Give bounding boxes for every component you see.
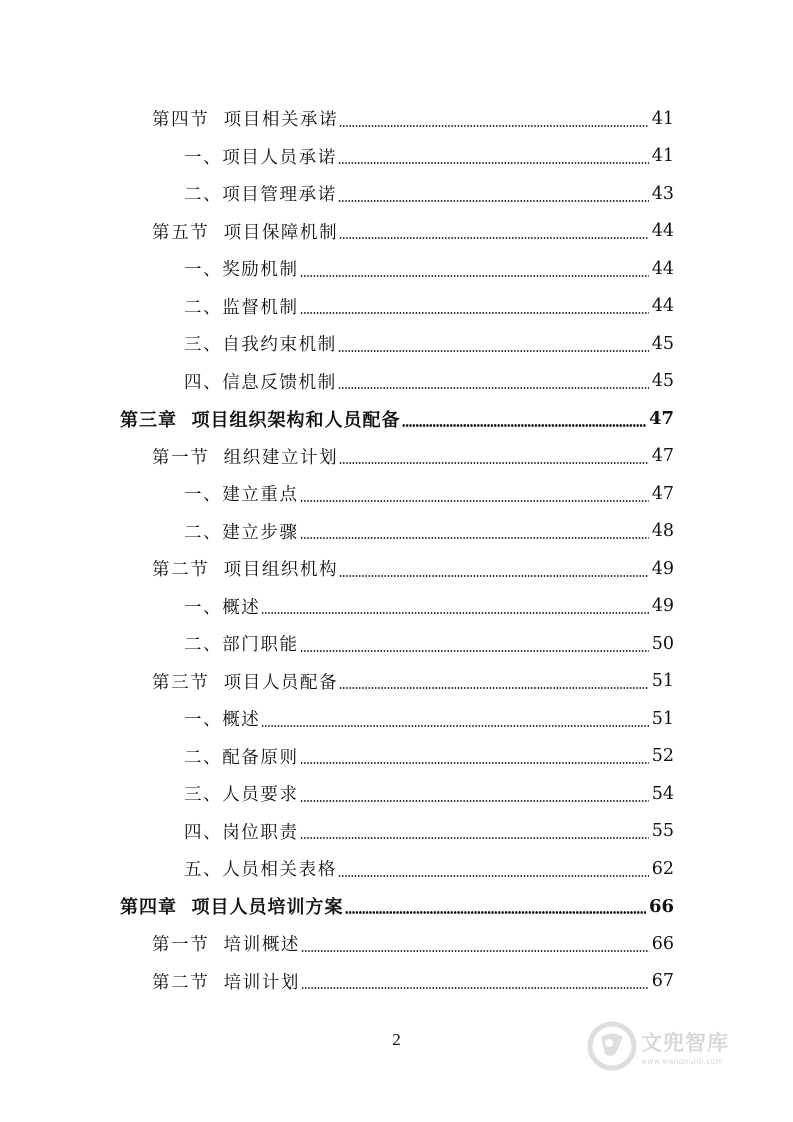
- toc-entry[interactable]: [0, 363, 793, 401]
- toc-entry-page: 48: [651, 521, 674, 542]
- toc-entry[interactable]: [0, 738, 793, 776]
- toc-dot-leader: [338, 200, 649, 202]
- toc-dot-leader: [300, 500, 649, 502]
- toc-entry-page: 62: [651, 858, 674, 879]
- toc-dot-leader: [339, 237, 648, 239]
- toc-entry-page: 50: [651, 633, 674, 654]
- toc-entry[interactable]: [0, 438, 793, 476]
- toc-entry[interactable]: [0, 250, 793, 288]
- toc-entry[interactable]: [0, 550, 793, 588]
- toc-dot-leader: [300, 275, 649, 277]
- toc-entry-page: 41: [651, 108, 674, 129]
- toc-entry-title: 一、项目人员承诺: [184, 147, 337, 168]
- toc-entry-page: 49: [651, 596, 674, 617]
- toc-entry-page: 66: [651, 933, 674, 954]
- toc-entry[interactable]: [0, 888, 793, 926]
- toc-dot-leader: [300, 762, 649, 764]
- toc-entry-title: 第一节 组织建立计划: [152, 447, 339, 468]
- toc-entry[interactable]: [0, 213, 793, 251]
- toc-entry-title: 二、监督机制: [184, 297, 299, 318]
- toc-entry-title: 四、岗位职责: [184, 822, 299, 843]
- toc-dot-leader: [338, 350, 649, 352]
- toc-dot-leader: [345, 911, 646, 914]
- toc-entry-title: 第三章 项目组织架构和人员配备: [120, 409, 401, 431]
- toc-entry-page: 45: [651, 371, 674, 392]
- toc-entry[interactable]: [0, 625, 793, 663]
- toc-entry-title: 第四节 项目相关承诺: [152, 110, 339, 131]
- toc-entry-title: 第四章 项目人员培训方案: [120, 897, 344, 919]
- toc-dot-leader: [339, 575, 648, 577]
- toc-entry-page: 55: [651, 821, 674, 842]
- toc-dot-leader: [339, 462, 648, 464]
- toc-dot-leader: [301, 987, 649, 989]
- toc-entry[interactable]: [0, 100, 793, 138]
- toc-dot-leader: [300, 312, 649, 314]
- toc-entry-page: 51: [651, 671, 674, 692]
- toc-entry-title: 三、人员要求: [184, 785, 299, 806]
- toc-entry-page: 67: [651, 971, 674, 992]
- toc-entry-title: 一、概述: [184, 710, 261, 731]
- toc-dot-leader: [338, 387, 649, 389]
- toc-entry-page: 45: [651, 333, 674, 354]
- toc-entry-title: 二、配备原则: [184, 747, 299, 768]
- toc-dot-leader: [300, 800, 649, 802]
- toc-entry-title: 二、部门职能: [184, 635, 299, 656]
- toc-entry-title: 第五节 项目保障机制: [152, 222, 339, 243]
- toc-entry-page: 44: [651, 258, 674, 279]
- toc-entry[interactable]: [0, 325, 793, 363]
- toc-dot-leader: [402, 424, 646, 427]
- watermark-title: 文兜智库: [641, 1030, 729, 1055]
- toc-entry-page: 52: [651, 746, 674, 767]
- toc-entry[interactable]: [0, 813, 793, 851]
- toc-entry-page: 66: [648, 895, 674, 917]
- toc-entry[interactable]: [0, 963, 793, 1001]
- toc-dot-leader: [300, 837, 649, 839]
- toc-entry[interactable]: [0, 775, 793, 813]
- toc-entry[interactable]: [0, 475, 793, 513]
- toc-entry[interactable]: [0, 850, 793, 888]
- toc-entry-page: 41: [651, 146, 674, 167]
- toc-entry-title: 二、建立步骤: [184, 522, 299, 543]
- page-number: 2: [392, 1030, 401, 1049]
- toc-entry-title: 五、人员相关表格: [184, 860, 337, 881]
- toc-entry-title: 一、奖励机制: [184, 260, 299, 281]
- toc-entry[interactable]: [0, 513, 793, 551]
- toc-entry[interactable]: [0, 663, 793, 701]
- watermark-url: www.wendoulib.com: [641, 1056, 724, 1066]
- toc-entry-title: 一、概述: [184, 597, 261, 618]
- watermark: [587, 1018, 767, 1074]
- toc-entry-title: 三、自我约束机制: [184, 335, 337, 356]
- toc-entry-page: 44: [651, 221, 674, 242]
- toc-entry-page: 43: [651, 183, 674, 204]
- toc-entry-page: 51: [651, 708, 674, 729]
- toc-entry[interactable]: [0, 138, 793, 176]
- toc-entry[interactable]: [0, 925, 793, 963]
- toc-dot-leader: [339, 687, 648, 689]
- toc-entry-title: 第三节 项目人员配备: [152, 672, 339, 693]
- toc-entry[interactable]: [0, 588, 793, 626]
- toc-entry-page: 47: [651, 483, 674, 504]
- toc-entry[interactable]: [0, 700, 793, 738]
- toc-dot-leader: [300, 537, 649, 539]
- toc-entry[interactable]: [0, 400, 793, 438]
- watermark-logo-icon: [587, 1021, 637, 1071]
- toc-entry-title: 第一节 培训概述: [152, 935, 301, 956]
- toc-entry-page: 54: [651, 783, 674, 804]
- toc-dot-leader: [301, 950, 649, 952]
- toc-entry-title: 二、项目管理承诺: [184, 185, 337, 206]
- table-of-contents: [0, 100, 793, 1000]
- toc-entry[interactable]: [0, 175, 793, 213]
- toc-entry-page: 44: [651, 296, 674, 317]
- toc-entry-title: 第二节 项目组织机构: [152, 560, 339, 581]
- toc-entry-title: 第二节 培训计划: [152, 972, 301, 993]
- toc-entry-page: 47: [648, 408, 674, 430]
- toc-dot-leader: [338, 162, 649, 164]
- toc-entry-page: 47: [651, 446, 674, 467]
- toc-dot-leader: [261, 612, 648, 614]
- toc-entry-title: 一、建立重点: [184, 485, 299, 506]
- toc-dot-leader: [300, 650, 649, 652]
- toc-dot-leader: [338, 875, 649, 877]
- toc-entry-title: 四、信息反馈机制: [184, 372, 337, 393]
- toc-entry-page: 49: [651, 558, 674, 579]
- toc-dot-leader: [261, 725, 648, 727]
- toc-entry[interactable]: [0, 288, 793, 326]
- toc-dot-leader: [339, 125, 648, 127]
